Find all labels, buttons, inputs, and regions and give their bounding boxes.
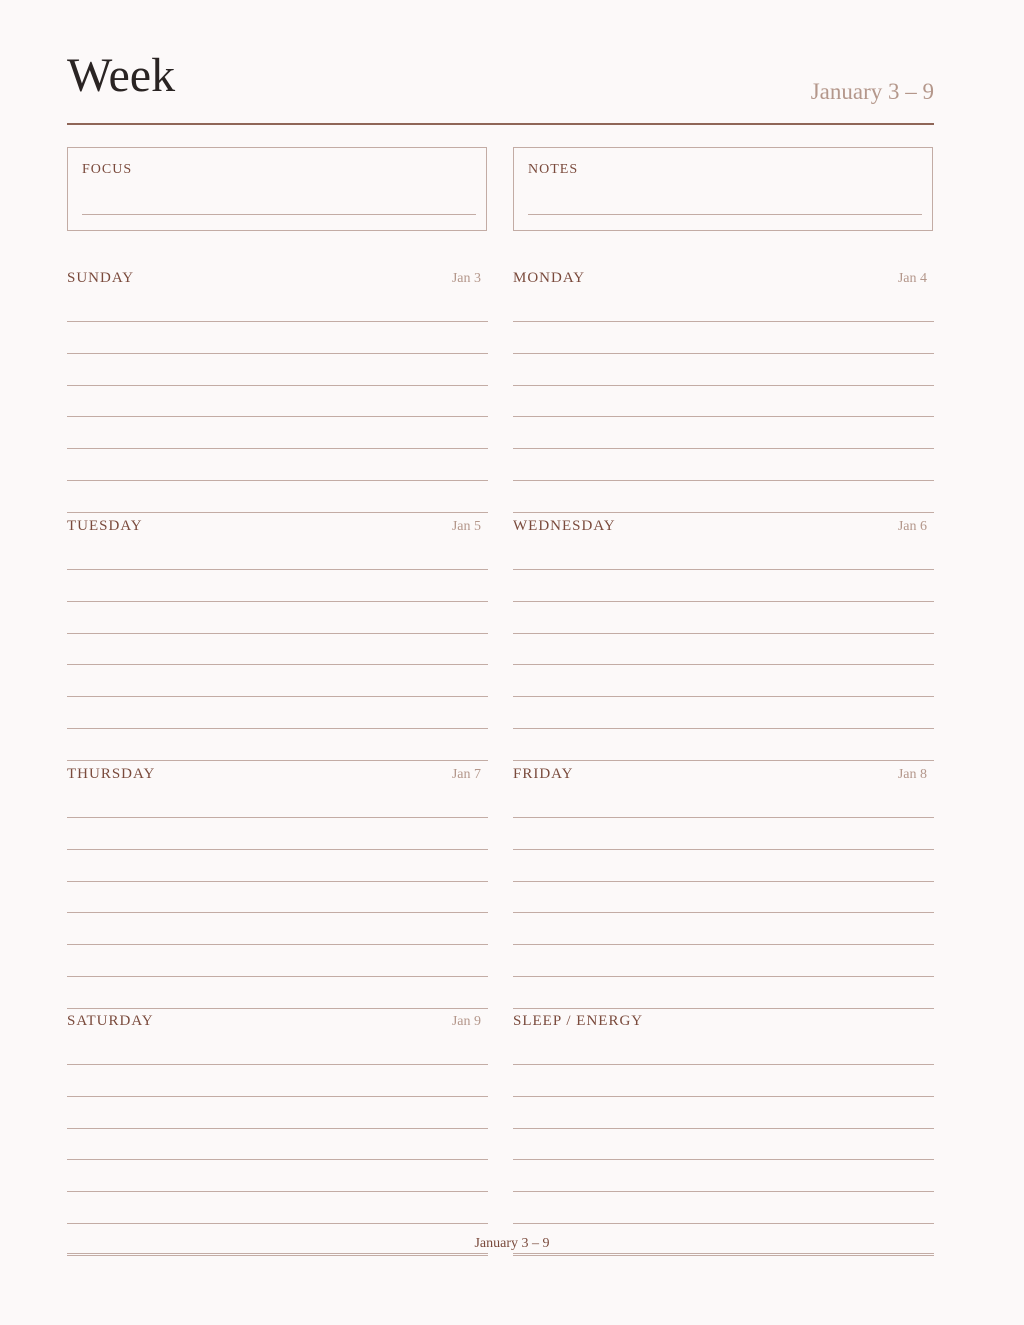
day-label: THURSDAY bbox=[67, 766, 156, 782]
writing-line[interactable] bbox=[513, 321, 934, 322]
writing-line[interactable] bbox=[513, 1096, 934, 1097]
day-date: Jan 4 bbox=[897, 271, 927, 286]
day-label: TUESDAY bbox=[67, 518, 143, 534]
day-date: Jan 3 bbox=[451, 271, 481, 286]
writing-line[interactable] bbox=[67, 1159, 488, 1160]
day-label: WEDNESDAY bbox=[513, 518, 616, 534]
writing-line[interactable] bbox=[513, 385, 934, 386]
date-range: January 3 – 9 bbox=[810, 79, 934, 104]
day-section-saturday[interactable] bbox=[67, 1001, 488, 1255]
writing-line[interactable] bbox=[513, 944, 934, 945]
day-date: Jan 5 bbox=[451, 519, 481, 534]
writing-line[interactable] bbox=[513, 448, 934, 449]
writing-line[interactable] bbox=[67, 353, 488, 354]
day-label: FRIDAY bbox=[513, 766, 574, 782]
writing-line[interactable] bbox=[67, 1096, 488, 1097]
writing-line[interactable] bbox=[67, 912, 488, 913]
writing-line[interactable] bbox=[67, 385, 488, 386]
focus-label: FOCUS bbox=[82, 162, 133, 177]
writing-line[interactable] bbox=[67, 569, 488, 570]
sleep-energy-section[interactable] bbox=[513, 1001, 934, 1255]
writing-line[interactable] bbox=[513, 976, 934, 977]
day-section-sunday[interactable] bbox=[67, 258, 488, 512]
writing-line[interactable] bbox=[67, 1191, 488, 1192]
writing-line[interactable] bbox=[513, 912, 934, 913]
writing-line[interactable] bbox=[67, 416, 488, 417]
writing-line[interactable] bbox=[513, 1159, 934, 1160]
writing-line[interactable] bbox=[67, 633, 488, 634]
header-divider bbox=[67, 123, 934, 125]
writing-line[interactable] bbox=[513, 664, 934, 665]
writing-line[interactable] bbox=[67, 601, 488, 602]
writing-line[interactable] bbox=[67, 976, 488, 977]
writing-line[interactable] bbox=[513, 817, 934, 818]
writing-line[interactable] bbox=[67, 664, 488, 665]
writing-line[interactable] bbox=[67, 1064, 488, 1065]
writing-line[interactable] bbox=[67, 696, 488, 697]
writing-line[interactable] bbox=[67, 1223, 488, 1224]
writing-line[interactable] bbox=[513, 569, 934, 570]
day-date: Jan 9 bbox=[451, 1014, 481, 1029]
writing-line[interactable] bbox=[513, 1223, 934, 1224]
writing-line[interactable] bbox=[67, 480, 488, 481]
day-section-thursday[interactable] bbox=[67, 754, 488, 1008]
writing-line[interactable] bbox=[67, 1128, 488, 1129]
day-date: Jan 6 bbox=[897, 519, 927, 534]
day-label: SUNDAY bbox=[67, 270, 135, 286]
day-label: SATURDAY bbox=[67, 1013, 154, 1029]
writing-line[interactable] bbox=[513, 416, 934, 417]
day-label: MONDAY bbox=[513, 270, 586, 286]
writing-line[interactable] bbox=[67, 728, 488, 729]
focus-writing-line[interactable] bbox=[82, 214, 476, 215]
day-section-monday[interactable] bbox=[513, 258, 934, 512]
writing-line[interactable] bbox=[513, 480, 934, 481]
notes-box[interactable] bbox=[513, 147, 933, 231]
notes-label: NOTES bbox=[528, 162, 579, 177]
writing-line[interactable] bbox=[513, 601, 934, 602]
writing-line[interactable] bbox=[513, 881, 934, 882]
writing-line[interactable] bbox=[67, 321, 488, 322]
writing-line[interactable] bbox=[67, 944, 488, 945]
writing-line[interactable] bbox=[513, 1064, 934, 1065]
writing-line[interactable] bbox=[67, 448, 488, 449]
writing-line[interactable] bbox=[513, 1255, 934, 1256]
day-section-tuesday[interactable] bbox=[67, 506, 488, 760]
day-date: Jan 7 bbox=[451, 767, 481, 782]
focus-box[interactable] bbox=[67, 147, 487, 231]
writing-line[interactable] bbox=[513, 633, 934, 634]
footer-rule-left bbox=[67, 1253, 488, 1254]
day-section-friday[interactable] bbox=[513, 754, 934, 1008]
writing-line[interactable] bbox=[513, 696, 934, 697]
day-date: Jan 8 bbox=[897, 767, 927, 782]
writing-line[interactable] bbox=[513, 849, 934, 850]
writing-line[interactable] bbox=[513, 353, 934, 354]
writing-line[interactable] bbox=[513, 1128, 934, 1129]
writing-line[interactable] bbox=[67, 817, 488, 818]
day-section-wednesday[interactable] bbox=[513, 506, 934, 760]
page-title: Week bbox=[67, 49, 176, 102]
footer-rule-right bbox=[513, 1253, 934, 1254]
notes-writing-line[interactable] bbox=[528, 214, 922, 215]
footer-date-range: January 3 – 9 bbox=[474, 1236, 550, 1251]
writing-line[interactable] bbox=[513, 728, 934, 729]
writing-line[interactable] bbox=[513, 1191, 934, 1192]
writing-line[interactable] bbox=[67, 849, 488, 850]
section-label: SLEEP / ENERGY bbox=[513, 1013, 644, 1029]
writing-line[interactable] bbox=[67, 1255, 488, 1256]
writing-line[interactable] bbox=[67, 881, 488, 882]
